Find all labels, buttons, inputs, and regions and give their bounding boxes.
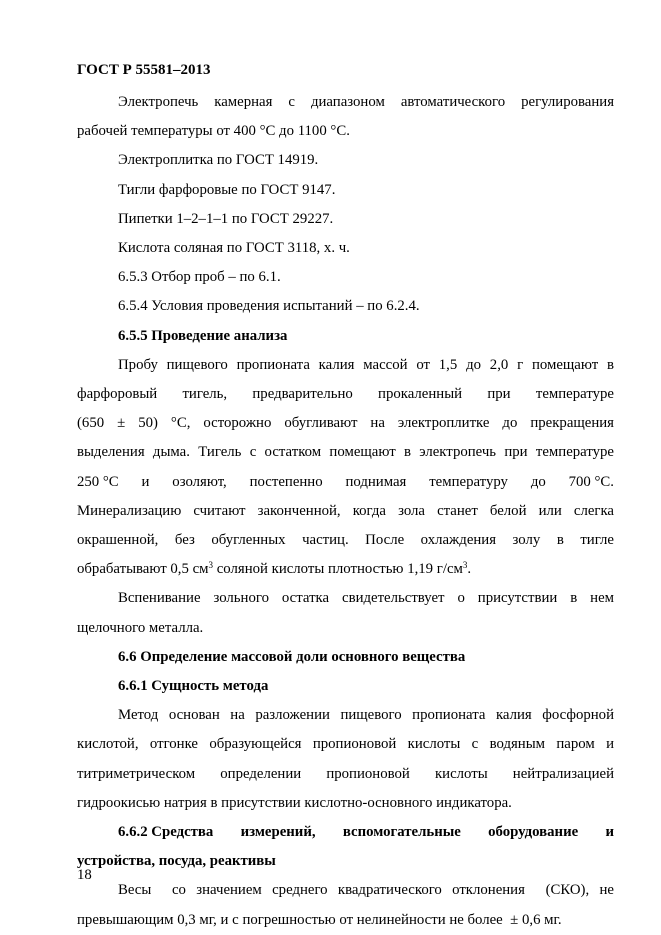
word: озоляют, (172, 473, 227, 490)
paragraph-line: гидроокисью натрия в присутствии кислотно-основного индикатора. (77, 794, 512, 811)
document-code-header: ГОСТ Р 55581–2013 (77, 62, 211, 78)
text-run: соляной кислоты плотностью 1,19 г/см (213, 561, 463, 578)
paragraph: Тигли фарфоровые по ГОСТ 9147. (118, 181, 336, 198)
paragraph-line: Метод основан на разложении пищевого пропионата калия фосфорной (118, 707, 614, 724)
paragraph-line: Минерализацию считают законченной, когда зола станет белой или слегка (77, 502, 614, 519)
word: и (605, 824, 614, 841)
paragraph-line: кислотой, отгонке образующейся пропионовой кислоты с водяным паром и (77, 736, 614, 753)
word: при (487, 386, 511, 403)
section-heading: устройства, посуда, реактивы (77, 853, 276, 870)
section-heading: 6.5.5 Проведение анализа (118, 327, 288, 344)
word: температуре (535, 386, 614, 403)
word: температуру (429, 473, 508, 490)
word: измерений, (240, 824, 316, 841)
word: оборудование (488, 824, 579, 841)
paragraph-line: выделения дыма. Тигель с остатком помещают в электропечь при температуре (77, 444, 614, 461)
word: поднимая (345, 473, 407, 490)
word: камерная (214, 94, 273, 110)
superscript: 3 (208, 560, 214, 571)
paragraph: 6.5.4 Условия проведения испытаний – по 6.2.4. (118, 298, 420, 315)
word: определении (220, 765, 302, 782)
word: 250 °С (77, 473, 119, 490)
word: предварительно (252, 386, 353, 403)
word: кислоты (434, 765, 488, 782)
paragraph: Пипетки 1–2–1–1 по ГОСТ 29227. (118, 210, 334, 227)
paragraph-line: окрашенной, без обугленных частиц. После охлаждения золу в тигле (77, 532, 614, 549)
paragraph-line-justified (77, 380, 614, 409)
word: 6.6.2 Средства (118, 824, 214, 841)
word: диапазоном (310, 94, 385, 110)
superscript: 3 (462, 560, 468, 571)
paragraph-line: (650 ± 50) °С, осторожно обугливают на электроплитке до прекращения (77, 415, 614, 432)
word: тигель, (182, 386, 228, 403)
paragraph-line-justified (77, 88, 614, 117)
text-run: . (467, 561, 472, 578)
paragraph: Электроплитка по ГОСТ 14919. (118, 152, 319, 169)
section-heading-justified (77, 818, 614, 847)
word: вспомогательные (342, 824, 461, 841)
word: нейтрализацией (512, 765, 614, 782)
paragraph-line-justified (77, 760, 614, 789)
paragraph-line: Вспенивание зольного остатка свидетельствует о присутствии в нем (118, 590, 614, 607)
word: фарфоровый (77, 386, 158, 403)
word: Электропечь (118, 94, 199, 110)
word: автоматического (400, 94, 506, 110)
word: с (288, 94, 295, 110)
document-page (77, 62, 614, 935)
section-heading: 6.6 Определение массовой доли основного вещества (118, 648, 466, 665)
paragraph-line (77, 555, 614, 584)
word: постепенно (249, 473, 323, 490)
paragraph-line: Пробу пищевого пропионата калия массой от 1,5 до 2,0 г помещают в (118, 356, 614, 373)
paragraph: 6.5.3 Отбор проб – по 6.1. (118, 269, 281, 286)
paragraph: рабочей температуры от 400 °С до 1100 °С. (77, 123, 350, 140)
text-run: обрабатывают 0,5 см (77, 561, 209, 578)
paragraph-line-justified (77, 468, 614, 497)
word: до (530, 473, 546, 490)
word: прокаленный (378, 386, 463, 403)
word: титриметрическом (77, 765, 196, 782)
word: регулирования (521, 94, 614, 110)
page-number: 18 (77, 867, 92, 883)
word: пропионовой (326, 765, 410, 782)
paragraph-line: превышающим 0,3 мг, и с погрешностью от нелинейности не более ± 0,6 мг. (77, 911, 562, 928)
word: 700 °С. (568, 473, 614, 490)
paragraph: Кислота соляная по ГОСТ 3118, х. ч. (118, 240, 350, 257)
paragraph-line: Весы со значением среднего квадратического отклонения (СКО), не (118, 882, 614, 899)
section-heading: 6.6.1 Сущность метода (118, 678, 269, 695)
paragraph-line: щелочного металла. (77, 619, 204, 636)
word: и (141, 473, 150, 490)
